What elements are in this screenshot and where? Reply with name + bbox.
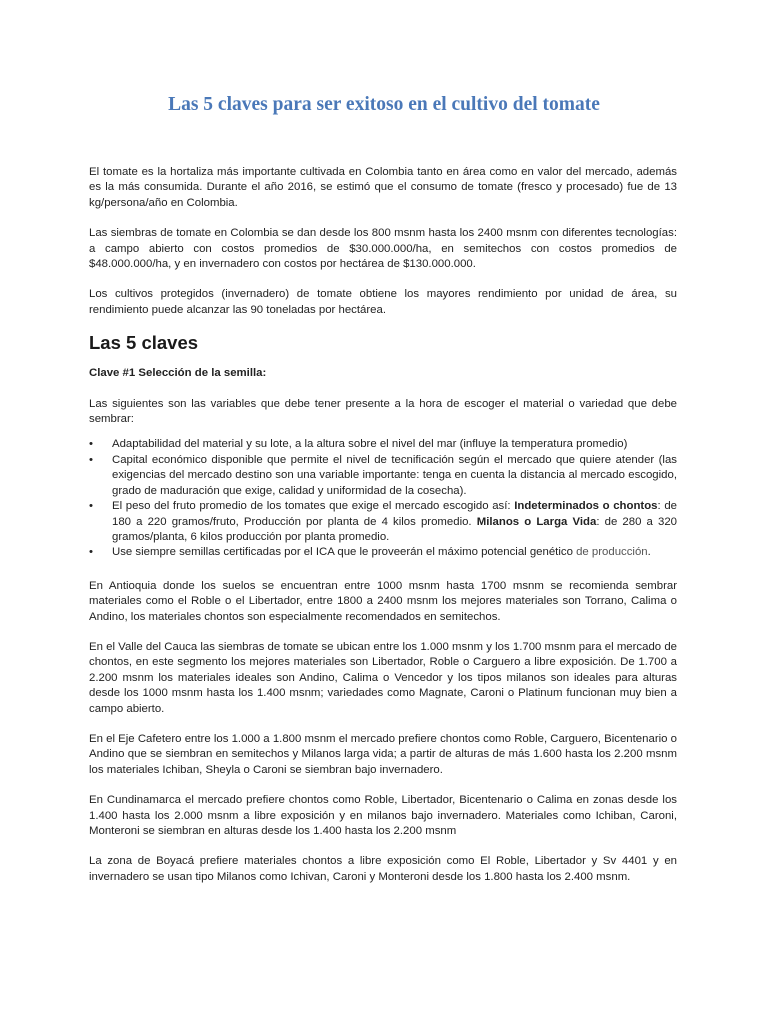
document-body bbox=[89, 165, 677, 885]
bullet-icon: • bbox=[89, 453, 93, 466]
bullet-icon: • bbox=[89, 546, 93, 559]
region-antioquia: En Antioquia donde los suelos se encuentran entre 1000 msnm hasta 1700 msnm se recomienda sembrar materiales como el Roble o el Libertador, entre 1800 a 2400 msnm los mejores materiales son Torrano, Calima o Andino, los materiales chontos son especialmente recomendados en semitechos. bbox=[89, 579, 677, 623]
region-eje-cafetero: En el Eje Cafetero entre los 1.000 a 1.800 msnm el mercado prefiere chontos como Roble, Carguero, Bicentenario o Andino que se siembran en semitechos y Milanos larga vida; a partir de alturas de más 1.600 hasta los 2.200 msnm los materiales Ichiban, Sheyla o Caroni se siembran bajo invernadero. bbox=[89, 732, 677, 776]
section-heading: Las 5 claves bbox=[89, 332, 199, 354]
intro-paragraph-2: Las siembras de tomate en Colombia se dan desde los 800 msnm hasta los 2400 msnm con diferentes tecnologías: a campo abierto con costos promedios de $30.000.000/ha, en semitechos con costos promedios de $48.000.000/ha, y en invernadero con costos por hectárea de $130.000.000. bbox=[89, 227, 677, 271]
list-item-text-part: El peso del fruto promedio de los tomates que exige el mercado escogido así: bbox=[112, 500, 515, 513]
list-item-text: Capital económico disponible que permite el nivel de tecnificación según el mercado que quiere atender (las exigencias del mercado destino son una variable importante: tenga en cuenta la distancia al mercado escogido, grado de maduración que exige, calidad y uniformidad de la cosecha). bbox=[112, 453, 677, 497]
list-item-text bbox=[112, 546, 651, 558]
list-item bbox=[89, 453, 677, 499]
list-item-text-part: : de 180 a 220 gramos/fruto, Producción por planta de 4 kilos promedio. bbox=[112, 500, 677, 528]
intro-paragraph-1: El tomate es la hortaliza más importante cultivada en Colombia tanto en área como en valor del mercado, además es la más consumida. Durante el año 2016, se estimó que el consumo de tomate (fresco y procesado) fue de 13 kg/persona/año en Colombia. bbox=[89, 166, 677, 209]
list-item-text-part: : de 280 a 320 gramos/planta, 6 kilos producción por planta promedio. bbox=[112, 515, 678, 543]
list-item bbox=[89, 499, 677, 545]
intro-paragraph-3: Los cultivos protegidos (invernadero) de tomate obtiene los mayores rendimiento por unidad de área, su rendimiento puede alcanzar las 90 toneladas por hectárea. bbox=[89, 288, 677, 316]
list-item-text-part: . bbox=[647, 546, 651, 559]
clave1-intro: Las siguientes son las variables que debe tener presente a la hora de escoger el material o variedad que debe sembrar: bbox=[89, 397, 677, 426]
list-item bbox=[89, 437, 677, 452]
highlight-chontos: Indeterminados o chontos bbox=[514, 500, 658, 513]
list-item-text-part: Use siempre semillas certificadas por el ICA que le proveerán el máximo potencial genético bbox=[112, 546, 577, 559]
list-item-text bbox=[112, 500, 677, 543]
region-valle-del-cauca: En el Valle del Cauca las siembras de tomate se ubican entre los 1.000 msnm y los 1.700 msnm para el mercado de chontos, en este segmento los mejores materiales son Libertador, Roble o Carguero a libre exposición. De 1.700 a 2.200 msnm los materiales ideales son Andino, Calima o Vencedor y los tipos milanos son ideales para alturas desde los 1000 msnm hasta los 1.400 msnm; variedades como Magnate, Caroni o Platinum funcionan muy bien a campo abierto. bbox=[89, 640, 677, 715]
list-item bbox=[89, 545, 677, 560]
variables-list bbox=[89, 437, 677, 560]
list-item-text: Adaptabilidad del material y su lote, a la altura sobre el nivel del mar (influye la temperatura promedio) bbox=[112, 438, 628, 451]
clave1-heading: Clave #1 Selección de la semilla: bbox=[89, 367, 267, 380]
bullet-icon: • bbox=[89, 500, 93, 513]
bullet-icon: • bbox=[89, 438, 93, 451]
highlight-milanos: Milanos o Larga Vida bbox=[476, 515, 597, 528]
document-title: Las 5 claves para ser exitoso en el cultivo del tomate bbox=[168, 94, 600, 115]
region-boyaca: La zona de Boyacá prefiere materiales chontos a libre exposición como El Roble, Libertador y Sv 4401 y en invernadero se usan tipo Milanos como Ichivan, Caroni y Monteroni desde los 1.800 hasta los 2.400 msnm. bbox=[89, 855, 677, 883]
list-item-text-part: de producción bbox=[576, 546, 648, 559]
region-cundinamarca: En Cundinamarca el mercado prefiere chontos como Roble, Libertador, Bicentenario o Calima en zonas desde los 1.400 hasta los 2.000 msnm a libre exposición y en milanos bajo invernadero. Materiales como Ichiban, Caroni, Monteroni se siembran en alturas desde los 1.400 hasta los 2.200 msnm bbox=[89, 794, 677, 837]
